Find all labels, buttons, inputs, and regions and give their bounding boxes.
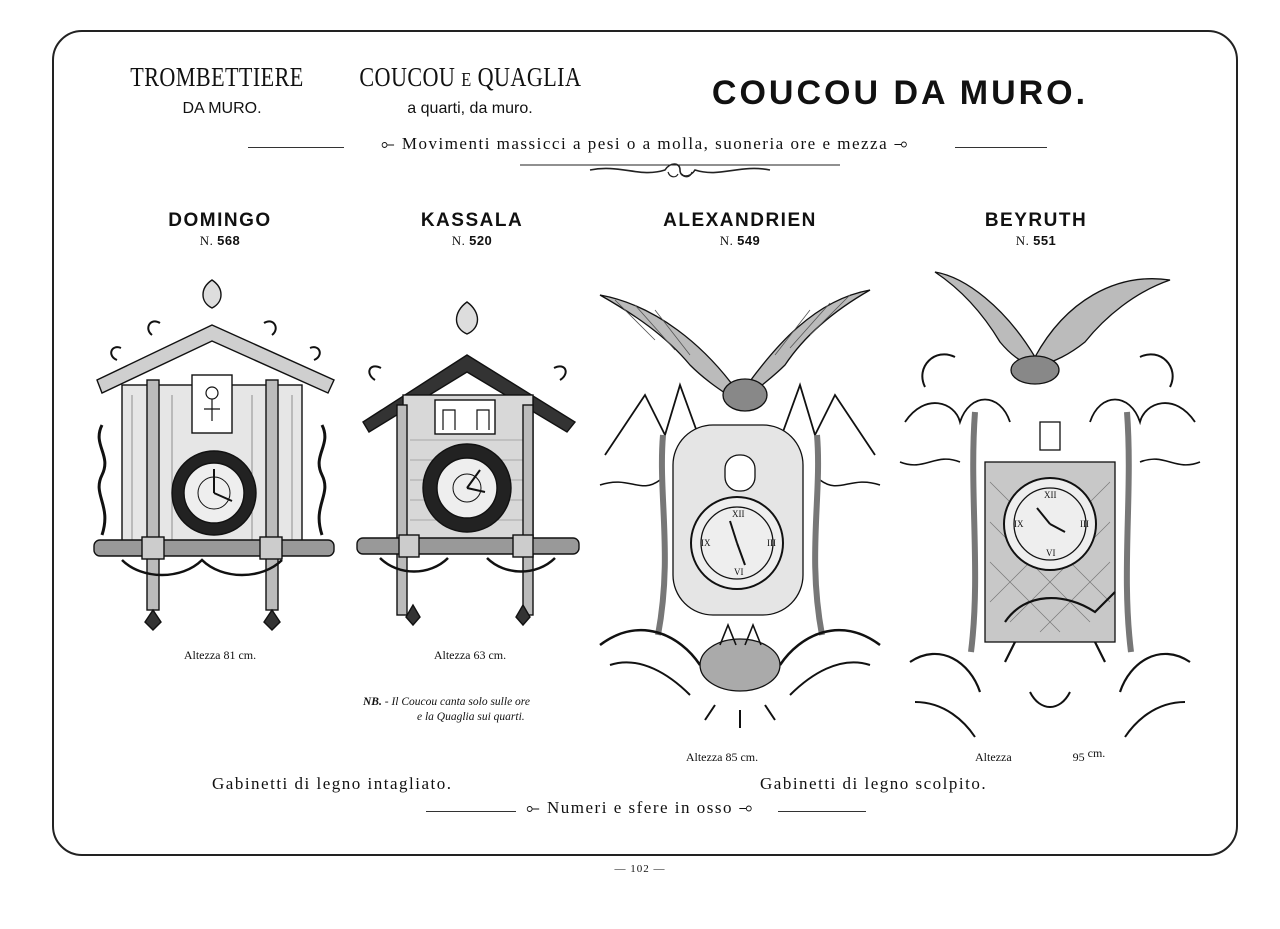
bottom-line-text: Numeri e sfere in osso [547,798,733,817]
ornament-left: ⟜ [381,134,402,153]
subtitle-da-muro: DA MURO. [182,100,262,117]
svg-text:IX: IX [701,538,711,548]
ornament-left: ⟜ [526,798,548,817]
clock-number-alexandrien [640,233,840,249]
caption-intagliato: Gabinetti di legno intagliato. [212,774,453,793]
svg-text:XII: XII [732,509,745,519]
clock-name-beyruth: BEYRUTH [984,210,1088,231]
number-value: 551 [1033,233,1057,248]
height-beyruth-label: Altezza [975,750,1012,764]
height-kassala: Altezza 63 cm. [433,648,507,662]
clock-number-kassala [372,233,572,249]
ornament-right: ⊸ [888,134,909,153]
cuckoo-clock-kassala-icon [355,300,585,635]
ornament-right: ⊸ [732,798,754,817]
cuckoo-clock-domingo-icon [92,275,342,635]
number-value: 549 [737,233,761,248]
rule-right [955,147,1047,148]
movement-line [340,134,950,154]
title-coucou-quaglia [330,62,610,93]
number-value: 520 [469,233,493,248]
height-beyruth-unit: cm. [1087,746,1106,760]
svg-text:III: III [767,538,776,548]
rule-bottom-left [426,811,516,812]
note-line-1 [363,695,603,710]
height-alexandrien: Altezza 85 cm. [685,750,759,764]
title-quaglia: QUAGLIA [477,62,581,92]
clock-name-kassala: KASSALA [420,210,524,231]
height-domingo: Altezza 81 cm. [183,648,257,662]
eagle-cuckoo-clock-alexandrien-icon [595,285,885,735]
cuckoo-note [363,695,603,725]
clock-number-beyruth [936,233,1136,249]
title-trombettiere: TROMBETTIERE [130,62,304,92]
note-prefix: NB. [363,696,382,708]
bottom-line [505,798,775,818]
svg-text:IX: IX [1014,519,1024,529]
number-prefix: N. [719,233,734,248]
note-line-2: e la Quaglia sui quarti. [417,711,525,723]
rule-bottom-right [778,811,866,812]
movement-text: Movimenti massicci a pesi o a molla, suoneria ore e mezza [401,134,889,153]
rule-left [248,147,344,148]
svg-text:III: III [1080,519,1089,529]
clock-name-domingo: DOMINGO [168,210,272,231]
title-coucou: COUCOU [359,62,455,92]
main-title: COUCOU DA MURO. [711,74,1089,112]
caption-scolpito: Gabinetti di legno scolpito. [760,774,988,793]
svg-text:VI: VI [734,567,744,577]
subtitle-a-quarti: a quarti, da muro. [407,100,533,117]
title-e: E [460,69,472,91]
svg-text:XII: XII [1044,490,1057,500]
number-value: 568 [217,233,241,248]
eagle-cuckoo-clock-beyruth-icon [895,262,1205,742]
height-beyruth-value: 95 [1072,750,1085,764]
page-number: — 102 — [614,863,666,875]
svg-text:VI: VI [1046,548,1056,558]
height-beyruth [975,746,1135,765]
clock-name-alexandrien: ALEXANDRIEN [663,210,817,231]
number-prefix: N. [451,233,466,248]
clock-number-domingo [120,233,320,249]
note-text-1: - Il Coucou canta solo sulle ore [384,696,530,708]
flourish-ornament [520,158,840,182]
number-prefix: N. [1015,233,1030,248]
number-prefix: N. [199,233,214,248]
